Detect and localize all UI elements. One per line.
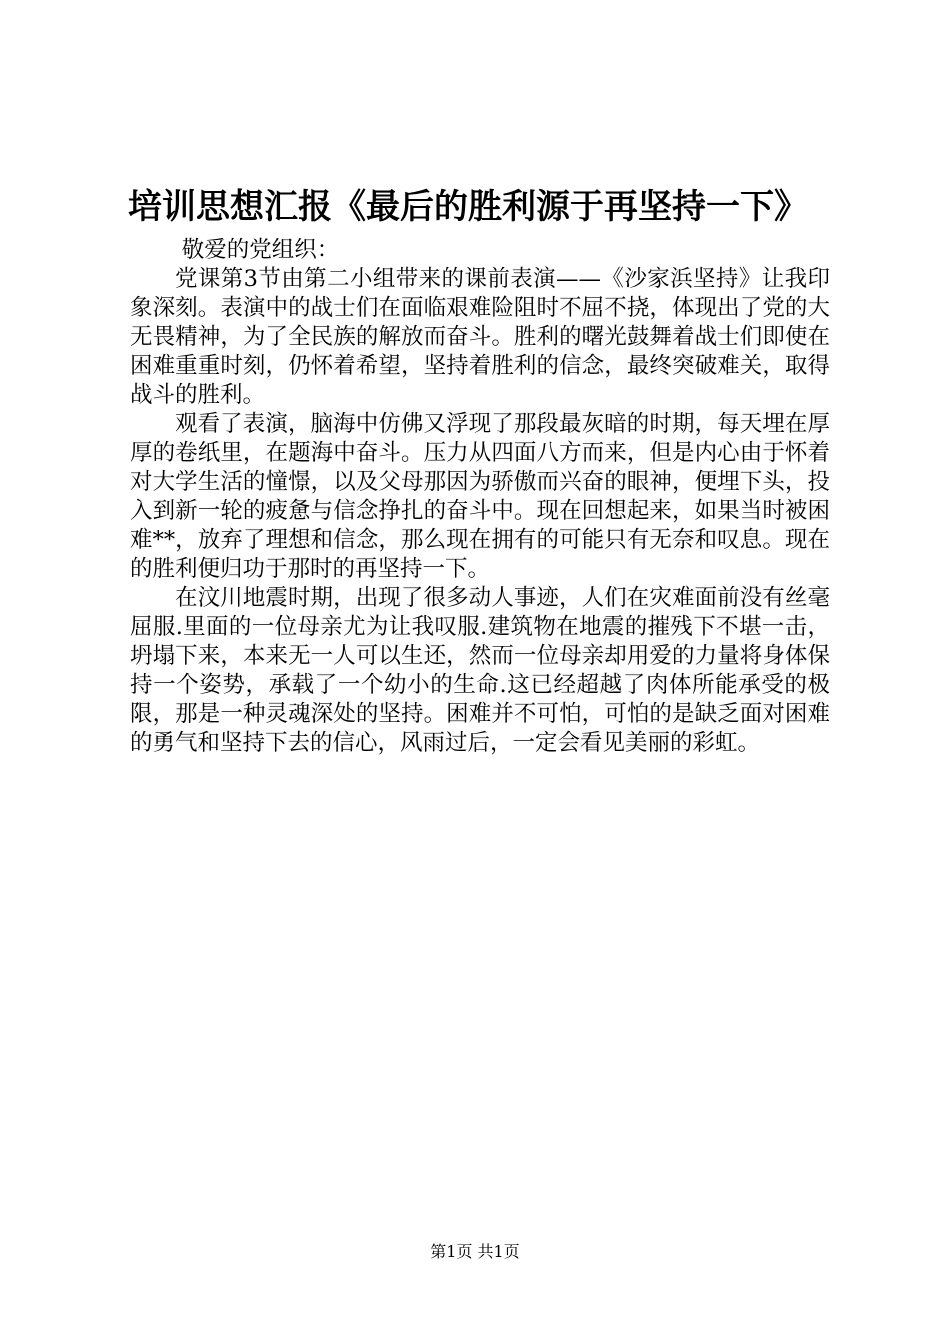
body-paragraph-3: 在汶川地震时期，出现了很多动人事迹，人们在灾难面前没有丝毫屈服.里面的一位母亲尤为让我叹服.建筑物在地震的摧残下不堪一击，坍塌下来，本来无一人可以生还，然而一位母亲却用爱的力量将身体保持一个姿势，承载了一个幼小的生命.这已经超越了肉体所能承受的极限，那是一种灵魂深处的坚持。困难并不可怕，可怕的是缺乏面对困难的勇气和坚持下去的信心，风雨过后，一定会看见美丽的彩虹。 xyxy=(130,585,830,756)
body-paragraph-2: 观看了表演，脑海中仿佛又浮现了那段最灰暗的时期，每天埋在厚厚的卷纸里，在题海中奋斗。压力从四面八方而来，但是内心由于怀着对大学生活的憧憬，以及父母那因为骄傲而兴奋的眼神，便埋下头，投入到新一轮的疲惫与信念挣扎的奋斗中。现在回想起来，如果当时被困难**，放弃了理想和信念，那么现在拥有的可能只有无奈和叹息。现在的胜利便归功于那时的再坚持一下。 xyxy=(130,411,830,582)
body-paragraph-1: 党课第3节由第二小组带来的课前表演——《沙家浜坚持》让我印象深刻。表演中的战士们在面临艰难险阻时不屈不挠，体现出了党的大无畏精神，为了全民族的解放而奋斗。胜利的曙光鼓舞着战士们即使在困难重重时刻，仍怀着希望，坚持着胜利的信念，最终突破难关，取得战斗的胜利。 xyxy=(130,266,830,408)
document-title: 培训思想汇报《最后的胜利源于再坚持一下》 xyxy=(128,187,808,227)
page-footer: 第1页 共1页 xyxy=(430,1242,520,1261)
salutation: 敬爱的党组织： xyxy=(181,237,340,263)
document-body xyxy=(130,236,830,758)
